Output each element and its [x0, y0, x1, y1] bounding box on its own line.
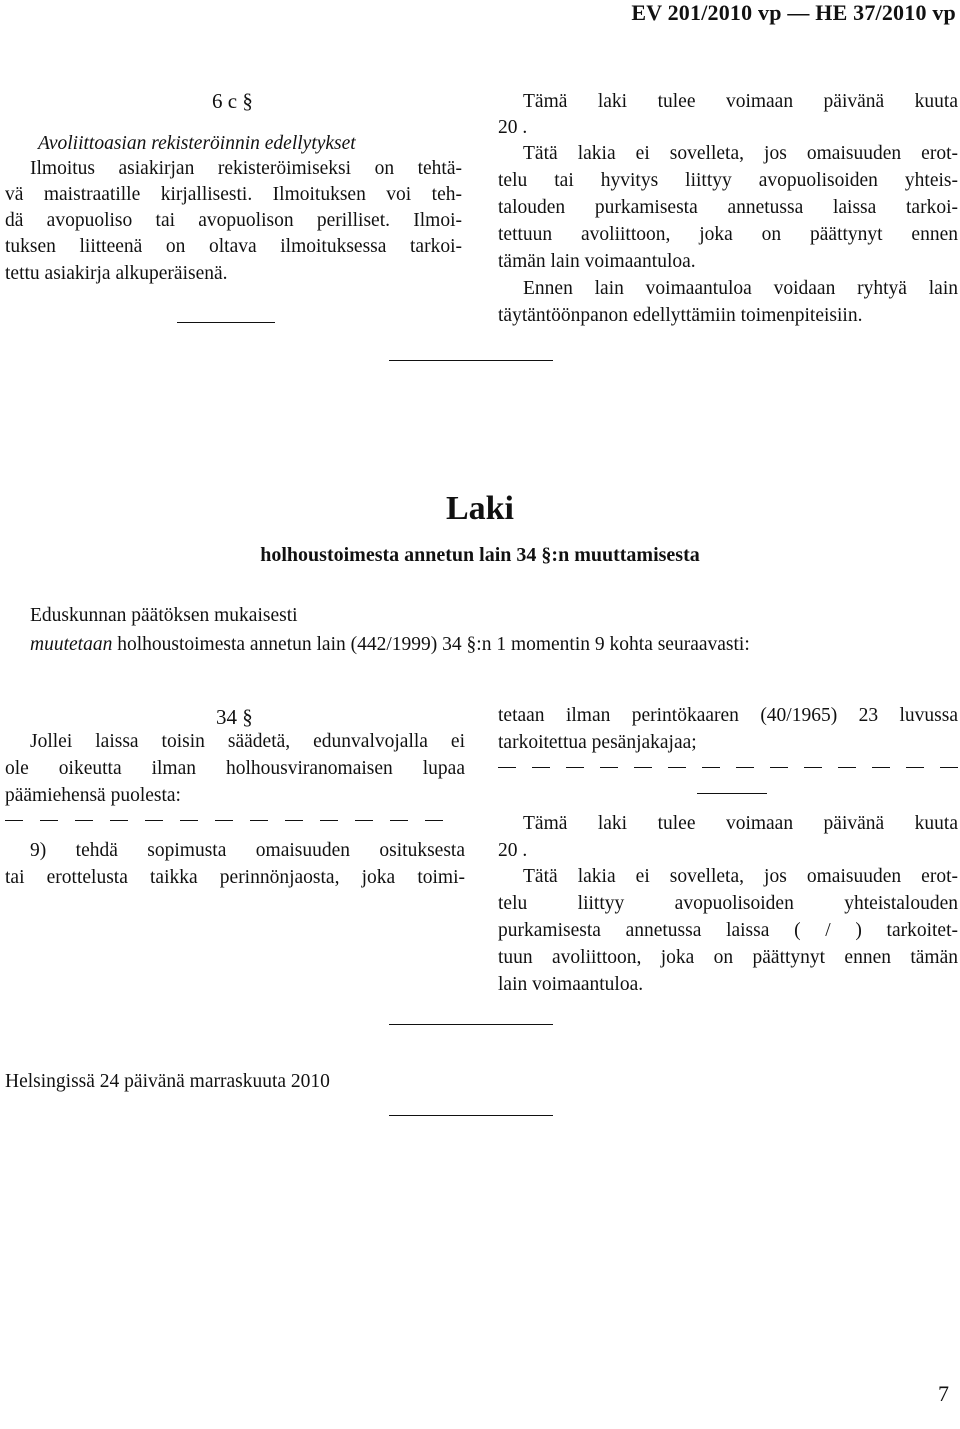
paragraph-line: täytäntöönpanon edellyttämiin toimenpiteisiin. [498, 305, 863, 326]
omission-dash [634, 767, 652, 768]
omission-dash [872, 767, 890, 768]
separator-rule [389, 1024, 553, 1025]
section-heading: Avoliittoasian rekisteröinnin edellytykset [38, 133, 356, 154]
omission-dash [906, 767, 924, 768]
omission-dash [838, 767, 856, 768]
omission-dash [390, 820, 408, 821]
paragraph-line: ole oikeutta ilman holhousviranomaisen lupaa [5, 758, 465, 779]
law-subtitle: holhoustoimesta annetun lain 34 §:n muuttamisesta [260, 544, 700, 566]
omission-dash [532, 767, 550, 768]
amendment-clause [30, 632, 750, 658]
separator-rule [389, 1115, 553, 1116]
section-number: 34 § [216, 705, 253, 729]
paragraph-line: Tätä lakia ei sovelleta, jos omaisuuden erot- [523, 866, 958, 887]
section-number: 6 c § [212, 89, 253, 113]
paragraph-line: vä maistraatille kirjallisesti. Ilmoituksen voi teh- [5, 184, 462, 205]
paragraph-line: Tämä laki tulee voimaan päivänä kuuta [523, 813, 958, 834]
paragraph-line: tuksen liitteenä on oltava ilmoituksessa tarkoi- [5, 236, 462, 257]
paragraph-line: tettu asiakirja alkuperäisenä. [5, 263, 228, 284]
amend-text: holhoustoimesta annetun lain (442/1999) 34 §:n 1 momentin 9 kohta seuraavasti: [112, 634, 750, 655]
paragraph-line: purkamisesta annetussa laissa ( / ) tarkoitet- [498, 920, 958, 941]
paragraph-line: tettuun avoliittoon, joka on päättynyt ennen [498, 224, 958, 245]
paragraph-line: tuun avoliittoon, joka on päättynyt ennen tämän [498, 947, 958, 968]
omission-dash [566, 767, 584, 768]
omission-dash [940, 767, 958, 768]
paragraph-line: Jollei laissa toisin säädetä, edunvalvojalla ei [30, 731, 465, 752]
paragraph-line: dä avopuoliso tai avopuolison perilliset. Ilmoi- [5, 210, 462, 231]
paragraph-line: Ilmoitus asiakirjan rekisteröimiseksi on tehtä- [30, 158, 462, 179]
preamble: Eduskunnan päätöksen mukaisesti [30, 605, 298, 626]
paragraph-line: Tätä lakia ei sovelleta, jos omaisuuden erot- [523, 143, 958, 164]
omission-dash [285, 820, 303, 821]
omission-dash [600, 767, 618, 768]
paragraph-line: telu tai hyvitys liittyy avopuolisoiden yhteis- [498, 170, 958, 191]
omission-dash [215, 820, 233, 821]
paragraph-line: lain voimaantuloa. [498, 974, 644, 995]
page-header: EV 201/2010 vp — HE 37/2010 vp [631, 0, 956, 25]
omission-dash [770, 767, 788, 768]
omission-dash [702, 767, 720, 768]
paragraph-line: tämän lain voimaantuloa. [498, 251, 696, 272]
law-title: Laki [445, 490, 515, 527]
paragraph-line: talouden purkamisesta annetussa laissa tarkoi- [498, 197, 958, 218]
omission-dash [498, 767, 516, 768]
paragraph-line: 20 . [498, 840, 528, 861]
omission-dash [40, 820, 58, 821]
omission-dash [250, 820, 268, 821]
paragraph-line: 20 . [498, 117, 528, 138]
omission-dash [5, 820, 23, 821]
omission-dash [110, 820, 128, 821]
paragraph-line: 9) tehdä sopimusta omaisuuden osituksesta [30, 840, 465, 861]
section-end-rule [697, 793, 767, 794]
paragraph-line: tetaan ilman perintökaaren (40/1965) 23 luvussa [498, 705, 958, 726]
separator-rule [389, 360, 553, 361]
omission-dash [804, 767, 822, 768]
paragraph-line: tai erottelusta taikka perinnönjaosta, joka toimi- [5, 867, 465, 888]
amend-verb: muutetaan [30, 634, 113, 655]
omission-dash [668, 767, 686, 768]
paragraph-line: Tämä laki tulee voimaan päivänä kuuta [523, 91, 958, 112]
paragraph-line: Ennen lain voimaantuloa voidaan ryhtyä lain [523, 278, 958, 299]
page-number: 7 [938, 1381, 949, 1406]
omission-dash [355, 820, 373, 821]
omission-dash [180, 820, 198, 821]
paragraph-line: tarkoitettua pesänjakajaa; [498, 732, 697, 753]
omission-dash [145, 820, 163, 821]
omission-dash [425, 820, 443, 821]
signature-place-date: Helsingissä 24 päivänä marraskuuta 2010 [5, 1071, 330, 1092]
paragraph-line: telu liittyy avopuolisoiden yhteistalouden [498, 893, 958, 914]
section-end-rule [177, 322, 275, 323]
omission-dash [736, 767, 754, 768]
paragraph-line: päämiehensä puolesta: [5, 785, 181, 806]
omission-dash [75, 820, 93, 821]
omission-dash [320, 820, 338, 821]
